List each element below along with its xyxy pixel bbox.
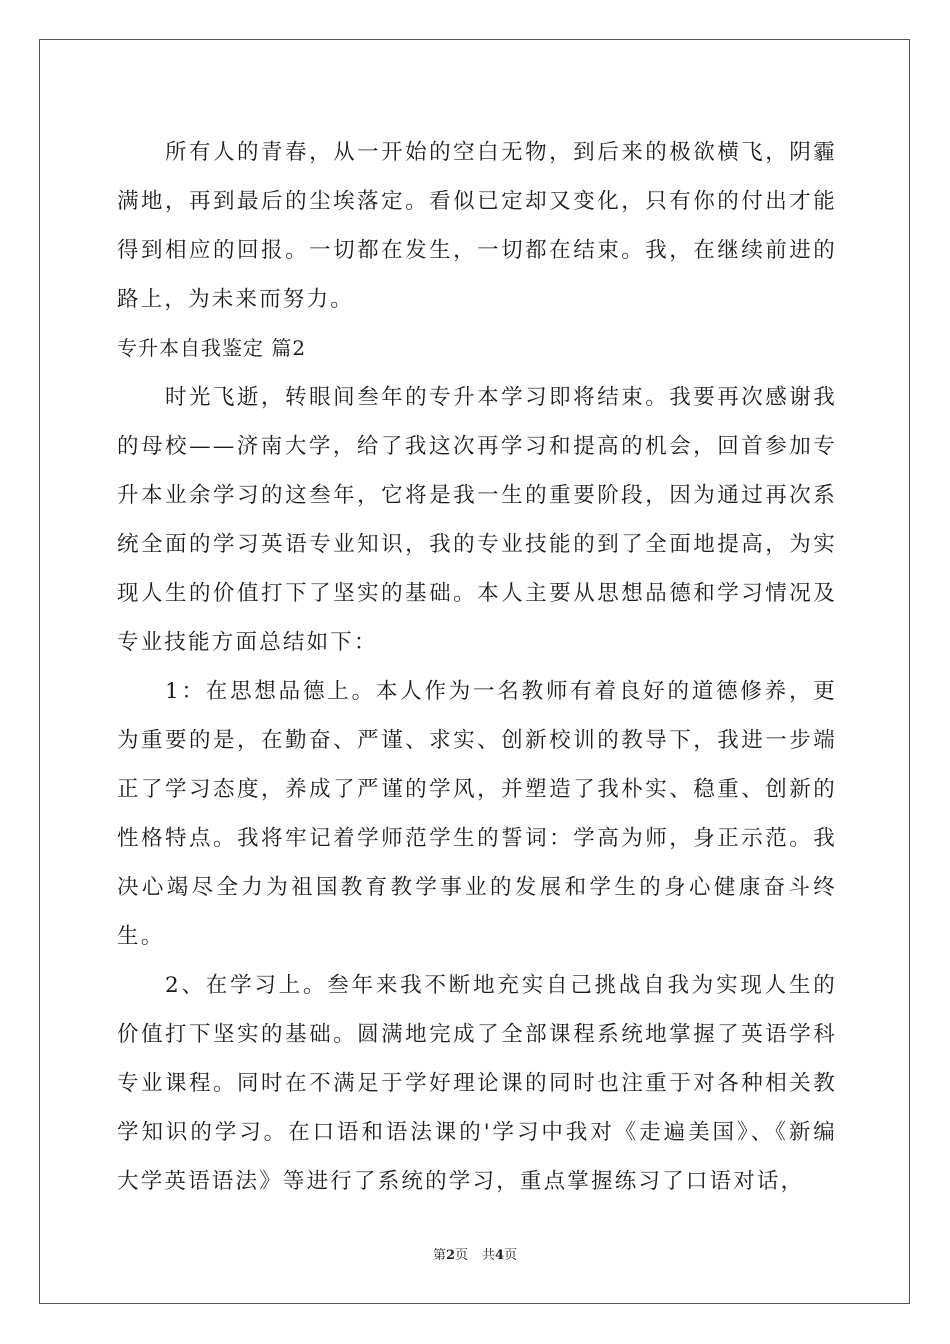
paragraph: 2、在学习上。叁年来我不断地充实自己挑战自我为实现人生的价值打下坚实的基础。圆满地完成了全部课程系统地掌握了英语学科专业课程。同时在不满足于学好理论课的同时也注重于对各种相关教学知识的学习。在口语和语法课的'学习中我对《走遍美国》、《新编大学英语语法》等进行了系统的学习，重点掌握练习了口语对话， xyxy=(117,973,837,1194)
paragraph: 1：在思想品德上。本人作为一名教师有着良好的道德修养，更为重要的是，在勤奋、严谨、求实、创新校训的教导下，我进一步端正了学习态度，养成了严谨的学风，并塑造了我朴实、稳重、创新的性格特点。我将牢记着学师范学生的誓词：学高为师，身正示范。我决心竭尽全力为祖国教育教学事业的发展和学生的身心健康奋斗终生。 xyxy=(117,679,837,949)
section-heading: 专升本自我鉴定 篇2 xyxy=(117,336,307,360)
page-footer xyxy=(0,1247,950,1265)
paragraph: 时光飞逝，转眼间叁年的专升本学习即将结束。我要再次感谢我的母校——济南大学，给了我这次再学习和提高的机会，回首参加专升本业余学习的这叁年，它将是我一生的重要阶段，因为通过再次系统全面的学习英语专业知识，我的专业技能的到了全面地提高，为实现人生的价值打下了坚实的基础。本人主要从思想品德和学习情况及专业技能方面总结如下： xyxy=(117,385,837,655)
page-suffix: 页 xyxy=(454,1248,468,1263)
total-suffix: 页 xyxy=(504,1248,518,1263)
paragraph: 所有人的青春，从一开始的空白无物，到后来的极欲横飞，阴霾满地，再到最后的尘埃落定。看似已定却又变化，只有你的付出才能得到相应的回报。一切都在发生，一切都在结束。我，在继续前进的路上，为未来而努力。 xyxy=(117,140,837,312)
total-prefix: 共 xyxy=(482,1248,496,1263)
document-body xyxy=(117,128,837,1206)
page-prefix: 第 xyxy=(432,1248,446,1263)
page-number: 2 xyxy=(445,1248,455,1263)
total-pages: 4 xyxy=(495,1248,505,1263)
